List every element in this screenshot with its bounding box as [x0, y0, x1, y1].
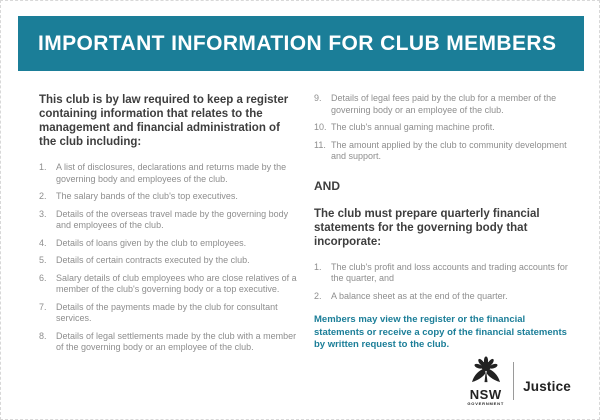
list-item-number: 4.: [39, 237, 47, 248]
government-logo-text: GOVERNMENT: [467, 401, 505, 406]
list-item-text: Details of certain contracts executed by the club.: [56, 255, 250, 265]
list-item-number: 7.: [39, 301, 47, 312]
list-item: [39, 255, 298, 267]
list-item-text: Details of loans given by the club to employees.: [56, 237, 247, 248]
logo-divider: [513, 362, 514, 400]
list-item: [39, 302, 298, 325]
justice-logo-text: Justice: [523, 378, 571, 394]
list-item-text: The club's profit and loss accounts and trading accounts for the quarter, and: [331, 261, 568, 283]
page-title: IMPORTANT INFORMATION FOR CLUB MEMBERS: [38, 31, 557, 55]
nsw-logo-text: NSW: [469, 387, 502, 402]
list-item-text: Details of legal fees paid by the club for a member of the governing body or an employee of the club.: [331, 93, 557, 115]
list-item: [39, 209, 298, 232]
list-item-text: The club's annual gaming machine profit.: [331, 122, 495, 132]
list-item-number: 6.: [39, 272, 47, 283]
quarterly-statements-heading: The club must prepare quarterly financial statements for the governing body that incorporate:: [314, 207, 540, 248]
list-item: [39, 191, 298, 203]
list-item: [314, 262, 573, 285]
list-item: [39, 331, 298, 354]
list-item-number: 2.: [314, 290, 322, 301]
list-item: [314, 291, 573, 303]
list-item-text: The amount applied by the club to community development and support.: [331, 139, 567, 161]
list-item: [314, 140, 573, 163]
list-item-number: 9.: [314, 93, 322, 103]
nsw-government-justice-logo: [467, 355, 571, 407]
members-access-notice: Members may view the register or the financial statements or receive a copy of the financial statements by written request to the club.: [314, 314, 567, 350]
list-item-text: Salary details of club employees who are close relatives of a member of the club's governing body or a top executive.: [56, 272, 297, 294]
list-item: [39, 238, 298, 250]
list-item-text: Details of legal settlements made by the club with a member of the governing body or an employee of the club.: [56, 330, 297, 352]
left-column: [39, 93, 298, 360]
register-intro-heading: This club is by law required to keep a register containing information that relates to the management and financial administration of the club including:: [39, 94, 289, 148]
list-item-text: Details of the payments made by the club for consultant services.: [56, 301, 278, 323]
list-item-text: A list of disclosures, declarations and returns made by the governing body and employees of the club.: [56, 162, 287, 184]
list-item-number: 8.: [39, 330, 47, 341]
and-heading: AND: [314, 178, 340, 193]
list-item-number: 5.: [39, 255, 47, 265]
list-item-number: 2.: [39, 191, 47, 201]
list-item-number: 11.: [314, 139, 326, 150]
list-item: [314, 122, 573, 134]
page-title-banner: [18, 16, 584, 71]
list-item-text: A balance sheet as at the end of the quarter.: [331, 290, 508, 301]
list-item: [39, 273, 298, 296]
list-item: [314, 93, 573, 116]
waratah-icon: [470, 356, 502, 388]
nsw-government-logo: [467, 356, 504, 406]
list-item-number: 10.: [314, 122, 327, 132]
list-item-number: 1.: [39, 162, 47, 172]
right-column: [314, 93, 573, 360]
list-item-text: Details of the overseas travel made by the governing body and employees of the club.: [56, 208, 289, 230]
list-item: [39, 162, 298, 185]
list-item-number: 3.: [39, 208, 47, 219]
document-body: [39, 93, 573, 360]
list-item-text: The salary bands of the club's top executives.: [56, 191, 238, 201]
list-item-number: 1.: [314, 261, 322, 272]
